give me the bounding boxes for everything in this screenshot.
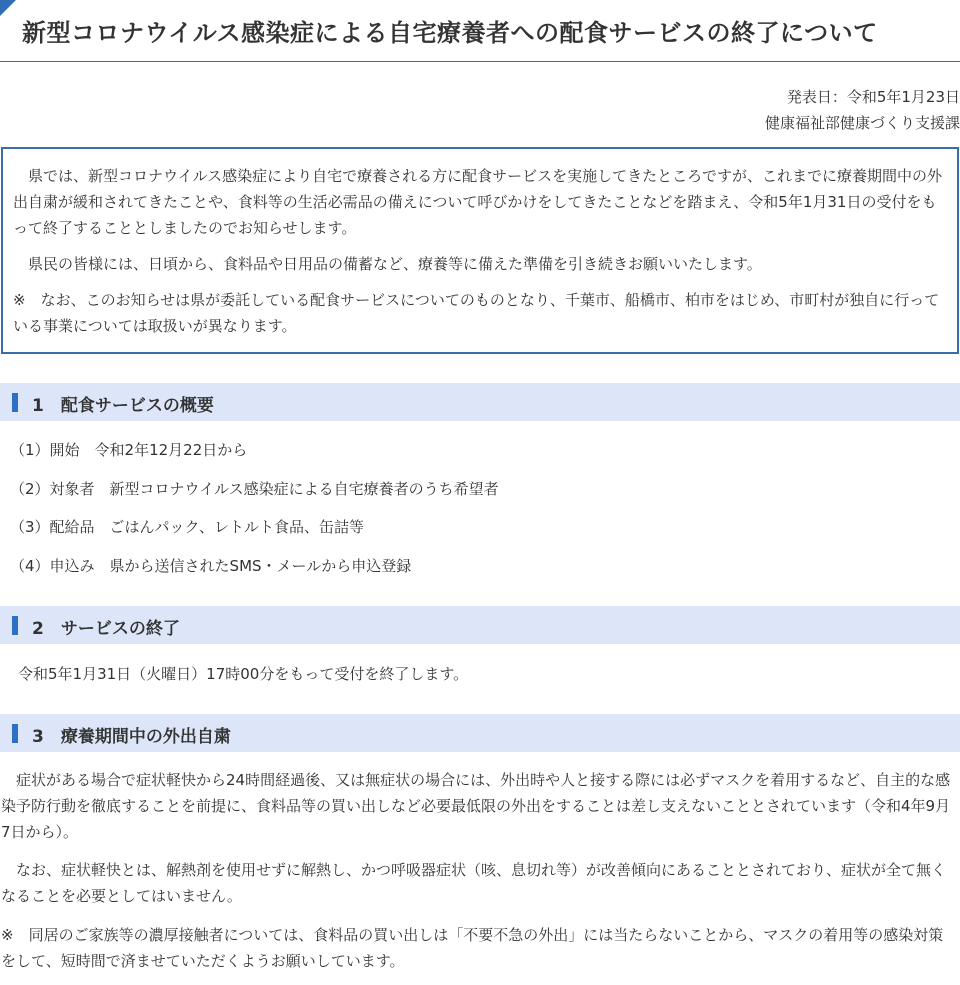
- self-restraint-paragraph-1: 症状がある場合で症状軽快から24時間経過後、又は無症状の場合には、外出時や人と接する際には必ずマスクを着用するなど、自主的な感染予防行動を徹底することを前提に、食料品等の買い出しなど必要最低限の外出をすることは差し支えないこととされています（令和4年9月7日から）。: [1, 771, 951, 841]
- self-restraint-paragraph-3: ※ 同居のご家族等の濃厚接触者については、食料品の買い出しは「不要不急の外出」には当たらないことから、マスクの着用等の感染対策をして、短時間で済ませていただくようお願いしています。: [1, 926, 944, 970]
- department-name: 健康福祉部健康づくり支援課: [764, 114, 960, 132]
- notice-paragraph-3: ※ なお、このお知らせは県が委託している配食サービスについてのものとなり、千葉市、船橋市、柏市をはじめ、市町村が独自に行っている事業については取扱いが異なります。: [13, 291, 940, 335]
- section-title: 3 療養期間中の外出自粛: [32, 727, 231, 747]
- section-title: 2 サービスの終了: [32, 619, 180, 639]
- overview-item-target: （2）対象者 新型コロナウイルス感染症による自宅療養者のうち希望者: [10, 480, 499, 498]
- service-end-text: 令和5年1月31日（火曜日）17時00分をもって受付を終了します。: [18, 665, 469, 683]
- overview-item-application: （4）申込み 県から送信されたSMS・メールから申込登録: [10, 557, 412, 575]
- section-title: 1 配食サービスの概要: [32, 396, 214, 416]
- publish-date: 発表日：令和5年1月23日: [786, 88, 960, 106]
- corner-decoration-icon: [0, 0, 16, 16]
- notice-box: [1, 147, 959, 354]
- heading-bar-icon: [12, 393, 18, 412]
- overview-item-start: （1）開始 令和2年12月22日から: [10, 441, 248, 459]
- notice-paragraph-2: 県民の皆様には、日頃から、食料品や日用品の備蓄など、療養等に備えた準備を引き続きお願いいたします。: [13, 255, 762, 273]
- page-header: [0, 0, 960, 62]
- heading-bar-icon: [12, 616, 18, 635]
- page-title: 新型コロナウイルス感染症による自宅療養者への配食サービスの終了について: [22, 19, 878, 47]
- notice-paragraph-1: 県では、新型コロナウイルス感染症により自宅で療養される方に配食サービスを実施してきたところですが、これまでに療養期間中の外出自粛が緩和されてきたことや、食料等の生活必需品の備えについて呼びかけをしてきたことなどを踏まえ、令和5年1月31日の受付をもって終了することとしましたのでお知らせします。: [13, 167, 942, 237]
- self-restraint-paragraph-2: なお、症状軽快とは、解熱剤を使用せずに解熱し、かつ呼吸器症状（咳、息切れ等）が改善傾向にあることとされており、症状が全て無くなることを必要としてはいません。: [1, 861, 947, 905]
- section-heading-overview: [0, 383, 960, 421]
- overview-item-supplies: （3）配給品 ごはんパック、レトルト食品、缶詰等: [10, 518, 364, 536]
- section-heading-self-restraint: [0, 714, 960, 752]
- section-heading-end: [0, 606, 960, 644]
- heading-bar-icon: [12, 724, 18, 743]
